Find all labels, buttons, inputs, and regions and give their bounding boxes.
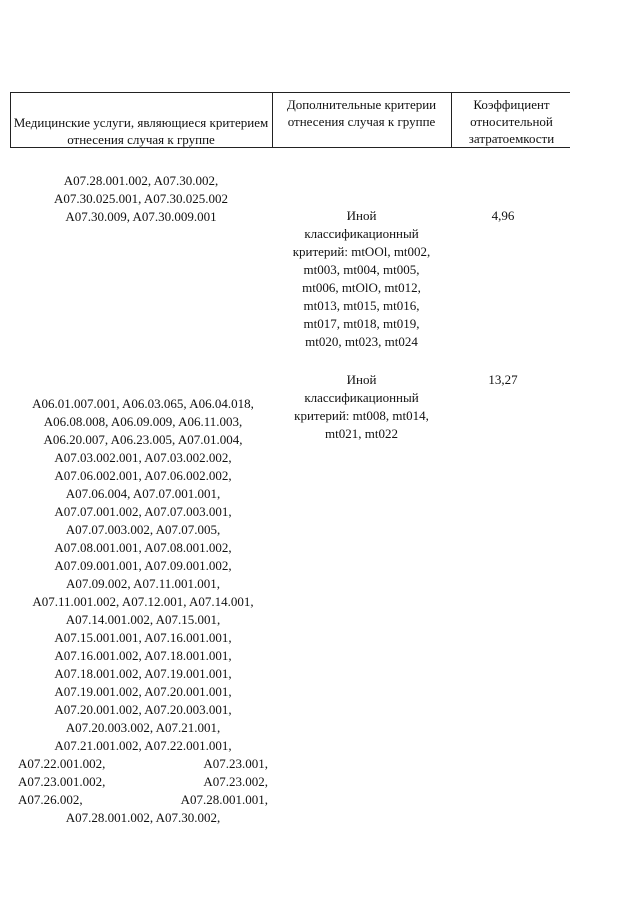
row-1-criteria-line: критерий: mtOOl, mt002,: [292, 244, 431, 259]
row-2-services-line-part: A07.23.001.002,: [18, 774, 106, 789]
header-criteria: Дополнительные критерии отнесения случая к группе: [286, 97, 437, 129]
row-2-services-line: A07.07.003.002, A07.07.005,: [65, 522, 221, 537]
row-1-criteria: [274, 207, 449, 351]
row-2-services-line: A07.11.001.002, A07.12.001, A07.14.001,: [32, 594, 254, 609]
row-2-services-line: A07.19.001.002, A07.20.001.001,: [54, 684, 232, 699]
row-2-services-line: A07.09.002, A07.11.001.001,: [65, 576, 221, 591]
table-top-border: [10, 92, 570, 93]
row-2-services-line: [8, 755, 278, 773]
header-services: Медицинские услуги, являющиеся критерием отнесения случая к группе: [13, 115, 269, 147]
row-1-criteria-line: mt013, mt015, mt016,: [303, 298, 420, 313]
row-2-services-line: A07.20.003.002, A07.21.001,: [65, 720, 221, 735]
row-2-services-line: A07.06.002.001, A07.06.002.002,: [54, 468, 232, 483]
row-2-services-line: A07.06.004, A07.07.001.001,: [65, 486, 221, 501]
row-2-services-line-part: A07.23.001,: [203, 756, 268, 771]
row-2-services-line: [8, 773, 278, 791]
row-2-services-line: A07.20.001.002, A07.20.003.001,: [54, 702, 232, 717]
row-1-services-line: A07.30.009, A07.30.009.001: [65, 209, 217, 224]
row-2-coefficient: 13,27: [488, 372, 518, 387]
row-2-services-line: [8, 791, 278, 809]
row-1-services-line: A07.28.001.002, A07.30.002,: [63, 173, 219, 188]
row-2-services-line: A06.08.008, A06.09.009, A06.11.003,: [43, 414, 243, 429]
row-2-services-line-part: A07.26.002,: [18, 792, 83, 807]
row-2-services-line: A07.08.001.001, A07.08.001.002,: [54, 540, 232, 555]
row-2-services-line: A07.07.001.002, A07.07.003.001,: [54, 504, 232, 519]
row-1-criteria-line: Иной: [346, 208, 377, 223]
row-2-criteria: [274, 371, 449, 443]
column-divider-2: [451, 92, 452, 147]
row-2-services-line: A07.18.001.002, A07.19.001.001,: [54, 666, 232, 681]
row-2-services-line: A07.28.001.002, A07.30.002,: [65, 810, 221, 825]
row-2-services-line-part: A07.28.001.001,: [180, 792, 268, 807]
row-2-services-line-part: A07.23.002,: [203, 774, 268, 789]
column-divider-1: [272, 92, 273, 147]
row-1-criteria-line: mt006, mtOlO, mt012,: [302, 280, 421, 295]
row-1-services: [12, 172, 270, 226]
row-1-criteria-line: классификационный: [304, 226, 419, 241]
row-2-criteria-line: Иной: [346, 372, 377, 387]
column-divider-left: [10, 92, 11, 147]
row-1-services-line: A07.30.025.001, A07.30.025.002: [53, 191, 229, 206]
header-coefficient: Коэффициент относительной затратоемкости: [468, 97, 555, 146]
row-1-criteria-line: mt003, mt004, mt005,: [303, 262, 420, 277]
row-1-coefficient: 4,96: [491, 208, 515, 223]
row-2-services-line: A06.01.007.001, A06.03.065, A06.04.018,: [32, 396, 254, 411]
row-2-services-line-part: A07.22.001.002,: [18, 756, 106, 771]
row-2-criteria-line: mt021, mt022: [325, 426, 398, 441]
row-1-criteria-line: mt020, mt023, mt024: [305, 334, 418, 349]
row-2-criteria-line: классификационный: [304, 390, 419, 405]
row-1-criteria-line: mt017, mt018, mt019,: [303, 316, 420, 331]
row-2-criteria-line: критерий: mt008, mt014,: [294, 408, 429, 423]
row-2-services-line: A07.15.001.001, A07.16.001.001,: [54, 630, 232, 645]
row-2-services-line: A06.20.007, A06.23.005, A07.01.004,: [43, 432, 243, 447]
row-2-services-line: A07.21.001.002, A07.22.001.001,: [54, 738, 232, 753]
row-2-services-line: A07.09.001.001, A07.09.001.002,: [54, 558, 232, 573]
row-2-services-line: A07.03.002.001, A07.03.002.002,: [54, 450, 232, 465]
row-2-services: [8, 395, 278, 827]
row-2-services-line: A07.14.001.002, A07.15.001,: [65, 612, 221, 627]
row-2-services-line: A07.16.001.002, A07.18.001.001,: [54, 648, 232, 663]
